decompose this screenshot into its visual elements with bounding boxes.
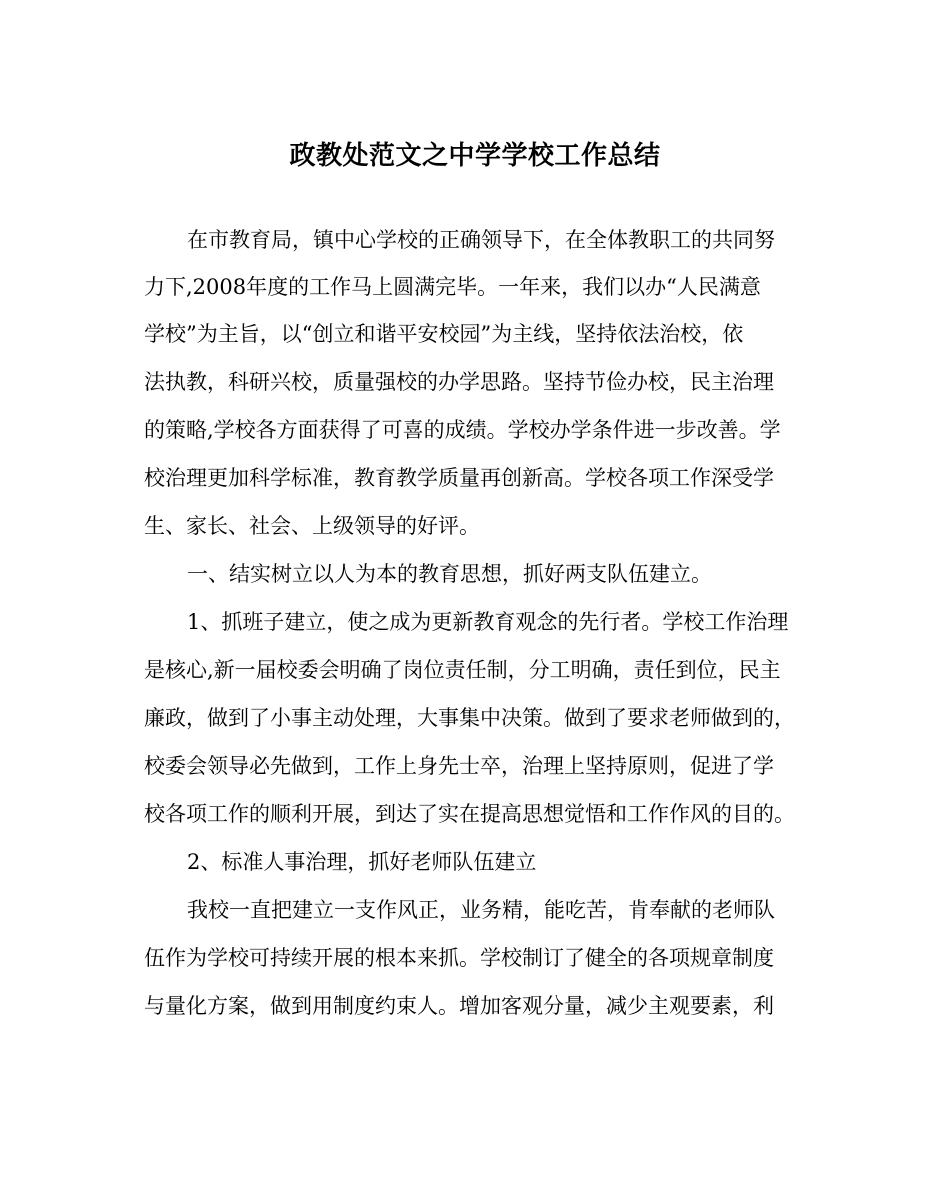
paragraph-line: 1、抓班子建立，使之成为更新教育观念的先行者。学校工作治理 (187, 610, 789, 634)
paragraph-line: 力下,2008年度的工作马上圆满完毕。一年来，我们以办“人民满意 (144, 275, 761, 299)
paragraph-line: 伍作为学校可持续开展的根本来抓。学校制订了健全的各项规章制度 (144, 946, 774, 970)
paragraph-line: 校各项工作的顺利开展，到达了实在提高思想觉悟和工作作风的目的。 (144, 802, 795, 826)
paragraph-line: 的策略,学校各方面获得了可喜的成绩。学校办学条件进一步改善。学 (144, 418, 781, 442)
subsection-heading-line: 2、标准人事治理，抓好老师队伍建立 (187, 850, 537, 874)
paragraph-line: 校委会领导必先做到，工作上身先士卒，治理上坚持原则，促进了学 (144, 754, 774, 778)
paragraph-line: 是核心,新一届校委会明确了岗位责任制，分工明确，责任到位，民主 (144, 658, 781, 682)
paragraph-line: 学校”为主旨，以“创立和谐平安校园”为主线，坚持依法治校，依 (144, 322, 744, 346)
paragraph-line: 生、家长、社会、上级领导的好评。 (144, 514, 480, 538)
paragraph-line: 与量化方案，做到用制度约束人。增加客观分量，减少主观要素，利 (144, 994, 774, 1018)
paragraph-line: 廉政，做到了小事主动处理，大事集中决策。做到了要求老师做到的， (144, 706, 795, 730)
document-title: 政教处范文之中学学校工作总结 (289, 141, 661, 171)
section-heading-line: 一、结实树立以人为本的教育思想，抓好两支队伍建立。 (187, 562, 712, 586)
paragraph-line: 法执教，科研兴校，质量强校的办学思路。坚持节俭办校，民主治理 (144, 370, 774, 394)
paragraph-line: 校治理更加科学标准，教育教学质量再创新高。学校各项工作深受学 (144, 466, 774, 490)
paragraph-line: 我校一直把建立一支作风正，业务精，能吃苦，肯奉献的老师队 (187, 898, 775, 922)
paragraph-line: 在市教育局，镇中心学校的正确领导下，在全体教职工的共同努 (187, 228, 775, 252)
